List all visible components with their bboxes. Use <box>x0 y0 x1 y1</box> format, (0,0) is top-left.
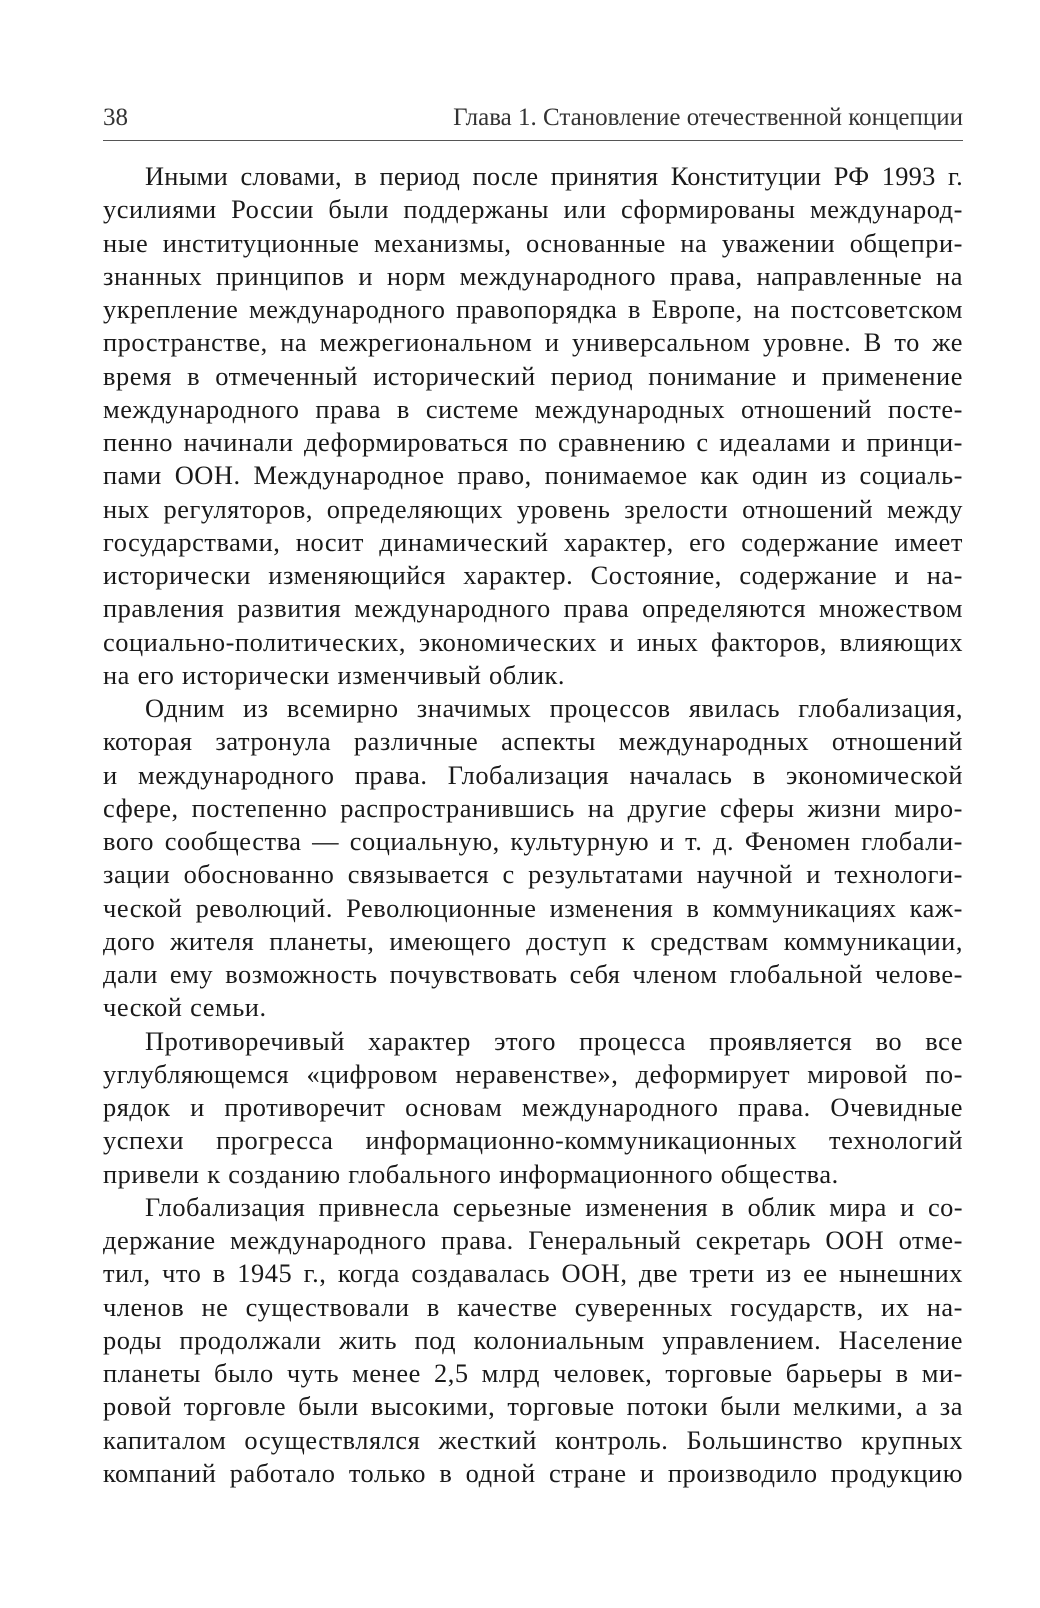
text-line: привели к созданию глобального информационного общества. <box>103 1158 839 1189</box>
text-line: дали ему возможность почувствовать себя членом глобальной челове- <box>103 959 963 989</box>
text-line: укрепление международного правопорядка в Европе, на постсоветском <box>103 294 963 324</box>
text-line: на его исторически изменчивый облик. <box>103 659 566 690</box>
text-line: сфере, постепенно распространившись на другие сферы жизни миро- <box>103 792 963 823</box>
text-line: углубляющемся «цифровом неравенстве», деформирует мировой по- <box>103 1058 963 1089</box>
text-line: ных регуляторов, определяющих уровень зрелости отношений между <box>103 493 963 524</box>
text-line: Одним из всемирно значимых процессов явилась глобализация, <box>145 693 963 723</box>
text-line: правления развития международного права определяются множеством <box>103 593 963 624</box>
text-line: ческой революций. Революционные изменения в коммуникациях каж- <box>103 892 963 923</box>
text-line: международного права в системе международных отношений посте- <box>103 393 963 424</box>
text-line: социально-политических, экономических и иных факторов, влияющих <box>103 626 963 657</box>
paragraph <box>103 1191 963 1490</box>
text-line: дого жителя планеты, имеющего доступ к средствам коммуникации, <box>103 925 963 956</box>
text-line: государствами, носит динамический характер, его содержание имеет <box>103 526 963 557</box>
text-line: роды продолжали жить под колониальным управлением. Население <box>103 1324 963 1355</box>
text-line: компаний работало только в одной стране и производило продукцию <box>103 1457 963 1488</box>
text-line: ческой семьи. <box>103 992 267 1023</box>
text-line: зации обоснованно связывается с результатами научной и технологи- <box>103 859 963 890</box>
text-line: ровой торговле были высокими, торговые потоки были мелкими, а за <box>103 1391 963 1422</box>
text-line: членов не существовали в качестве суверенных государств, их на- <box>103 1291 963 1322</box>
paragraph <box>103 692 963 1025</box>
text-line: пами ООН. Международное право, понимаемое как один из социаль- <box>103 460 963 491</box>
text-line: время в отмеченный исторический период понимание и применение <box>103 360 963 391</box>
text-line: Иными словами, в период после принятия Конституции РФ 1993 г. <box>145 161 963 191</box>
text-line: успехи прогресса информационно-коммуникационных технологий <box>103 1125 963 1156</box>
text-line: вого сообщества — социальную, культурную и т. д. Феномен глобали- <box>103 826 963 856</box>
paragraph <box>103 1025 963 1191</box>
text-line: исторически изменяющийся характер. Состояние, содержание и на- <box>103 560 963 590</box>
page-number: 38 <box>103 104 128 131</box>
text-line: которая затронула различные аспекты международных отношений <box>103 726 963 757</box>
text-line: держание международного права. Генеральный секретарь ООН отме- <box>103 1225 963 1255</box>
text-line: пространстве, на межрегиональном и универсальном уровне. В то же <box>103 327 963 358</box>
text-line: капиталом осуществлялся жесткий контроль. Большинство крупных <box>103 1424 963 1455</box>
text-line: знанных принципов и норм международного права, направленные на <box>103 260 963 291</box>
text-line: усилиями России были поддержаны или сформированы международ- <box>103 194 963 225</box>
text-line: пенно начинали деформироваться по сравнению с идеалами и принци- <box>103 427 963 457</box>
text-line: ные институционные механизмы, основанные на уважении общепри- <box>103 227 963 258</box>
text-line: планеты было чуть менее 2,5 млрд человек, торговые барьеры в ми- <box>103 1358 963 1388</box>
body-text <box>103 160 963 1490</box>
text-line: Противоречивый характер этого процесса проявляется во все <box>145 1025 963 1056</box>
running-head <box>103 100 963 141</box>
text-line: рядок и противоречит основам международного права. Очевидные <box>103 1092 963 1122</box>
chapter-title: Глава 1. Становление отечественной концепции <box>453 104 963 131</box>
paragraph <box>103 160 963 692</box>
text-line: Глобализация привнесла серьезные изменения в облик мира и со- <box>145 1191 963 1222</box>
text-line: тил, что в 1945 г., когда создавалась ООН, две трети из ее нынешних <box>103 1258 963 1289</box>
text-line: и международного права. Глобализация началась в экономической <box>103 759 963 790</box>
